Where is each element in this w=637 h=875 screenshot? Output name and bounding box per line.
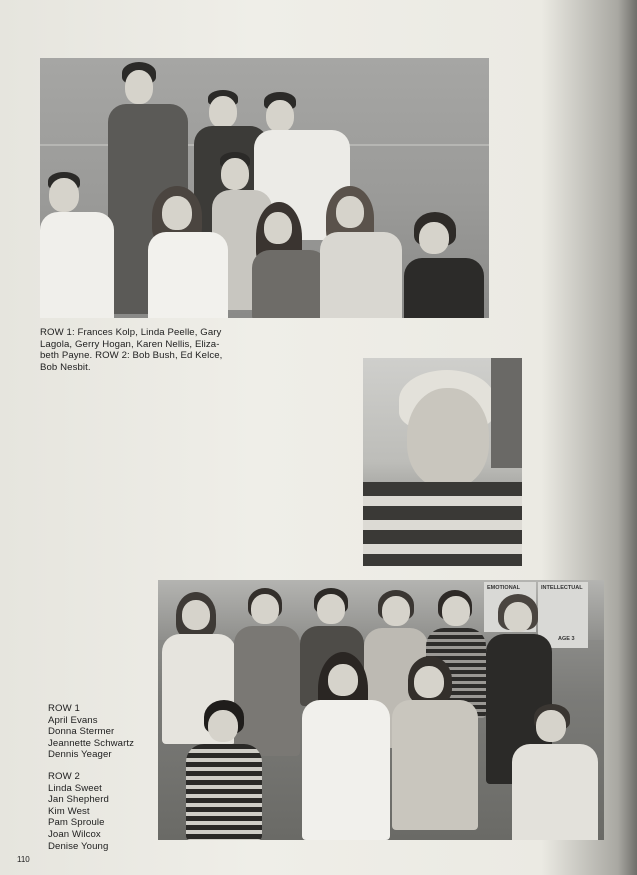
portrait-photo [363, 358, 522, 566]
row1-name: Dennis Yeager [48, 749, 112, 761]
row1-name: Jeannette Schwartz [48, 737, 135, 749]
caption-top [40, 327, 256, 373]
row2-name: Denise Young [48, 840, 109, 852]
row2-name: Jan Shepherd [48, 794, 109, 806]
row2-name: Kim West [48, 805, 90, 817]
caption-gap [48, 761, 158, 771]
page-number: 110 [17, 855, 30, 864]
row1-name: Donna Stermer [48, 726, 115, 738]
row1-name: April Evans [48, 714, 98, 726]
group-photo-bottom [158, 580, 604, 840]
caption-line: Bob Nesbit. [40, 361, 91, 373]
caption-line: Lagola, Gerry Hogan, Karen Nellis, Eliza- [40, 338, 220, 350]
group-photo-top [40, 58, 489, 318]
row2-heading: ROW 2 [48, 770, 80, 782]
row2-name: Pam Sproule [48, 817, 105, 829]
caption-line: beth Payne. ROW 2: Bob Bush, Ed Kelce, [40, 350, 223, 362]
poster-label: INTELLECTUAL [541, 585, 583, 591]
caption-bottom [48, 703, 158, 852]
poster-label: EMOTIONAL [487, 585, 520, 591]
poster-footer: AGE 3 [558, 636, 575, 642]
row2-name: Joan Wilcox [48, 828, 101, 840]
row2-name: Linda Sweet [48, 782, 102, 794]
caption-line: ROW 1: Frances Kolp, Linda Peelle, Gary [40, 327, 222, 338]
row1-heading: ROW 1 [48, 703, 80, 714]
